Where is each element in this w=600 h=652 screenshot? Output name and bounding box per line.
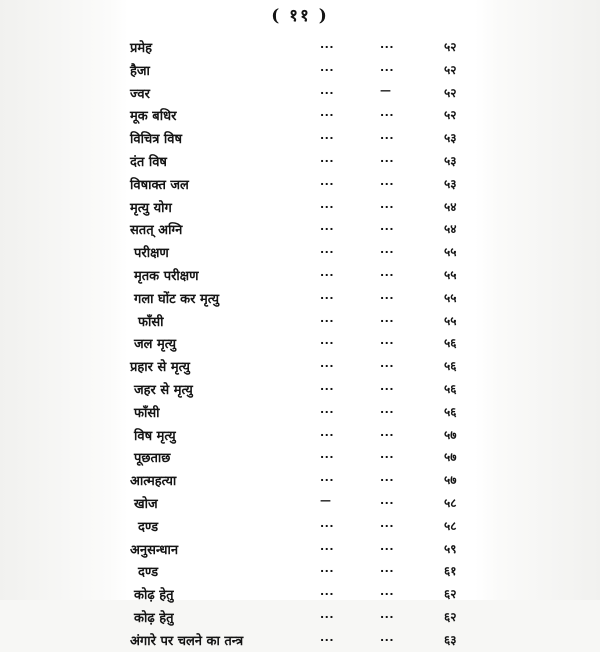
toc-entry-title: मृतक परीक्षण (134, 268, 199, 284)
toc-entry-title: हैजा (130, 63, 150, 79)
toc-entry (128, 355, 478, 378)
toc-leader-dots: ... (320, 425, 335, 439)
toc-entry-title: जहर से मृत्यु (134, 382, 193, 398)
toc-entry-title: विष मृत्यु (134, 428, 176, 444)
toc-leader-dots: ... (320, 402, 335, 416)
toc-entry-page-number: ५९ (444, 541, 457, 556)
toc-leader-dots: ... (380, 129, 395, 143)
toc-leader-dots: ... (380, 60, 395, 74)
toc-leader-dots: ... (380, 402, 395, 416)
toc-entry-title: विषाक्त जल (130, 177, 189, 193)
toc-entry-page-number: ५५ (444, 267, 457, 282)
toc-leader-dots: ... (380, 607, 395, 621)
toc-leader-dots: ... (320, 607, 335, 621)
toc-entry-title: गला घोंट कर मृत्यु (134, 291, 220, 307)
toc-entry-page-number: ५२ (444, 85, 457, 100)
toc-leader-dots: ... (380, 630, 395, 644)
toc-leader-dots: ... (380, 425, 395, 439)
toc-leader-dots: ... (380, 516, 395, 530)
toc-entry-page-number: ५६ (444, 359, 457, 374)
toc-leader-dots: ... (320, 630, 335, 644)
toc-entry-page-number: ५५ (444, 313, 457, 328)
toc-leader-dots: ... (380, 220, 395, 234)
toc-entry-page-number: ५२ (444, 108, 457, 123)
toc-entry-title: दण्ड (138, 565, 159, 581)
toc-leader-dots: ... (320, 174, 335, 188)
toc-entry (128, 332, 478, 355)
table-of-contents (128, 36, 478, 652)
toc-entry-page-number: ६३ (444, 632, 457, 647)
toc-entry-page-number: ५३ (444, 176, 457, 191)
page-margin-left (0, 0, 128, 600)
toc-leader-dots: — (320, 493, 332, 507)
toc-leader-dots: ... (320, 83, 335, 97)
toc-entry-title: दण्ड (138, 519, 159, 535)
toc-entry-page-number: ५६ (444, 336, 457, 351)
toc-leader-dots: ... (320, 516, 335, 530)
toc-leader-dots: ... (380, 379, 395, 393)
toc-entry-page-number: ५३ (444, 153, 457, 168)
page-margin-right (475, 0, 600, 600)
toc-entry-title: खोज (134, 496, 158, 512)
toc-entry (128, 401, 478, 424)
toc-leader-dots: ... (380, 288, 395, 302)
toc-entry (128, 538, 478, 561)
toc-entry (128, 82, 478, 105)
toc-entry-title: जल मृत्यु (134, 337, 177, 353)
toc-entry (128, 36, 478, 59)
toc-entry-page-number: ६२ (444, 587, 457, 602)
toc-entry (128, 59, 478, 82)
toc-entry (128, 127, 478, 150)
toc-leader-dots: ... (320, 265, 335, 279)
toc-entry-title: परीक्षण (134, 246, 169, 262)
toc-entry-page-number: ५२ (444, 62, 457, 77)
toc-entry (128, 492, 478, 515)
toc-entry (128, 196, 478, 219)
toc-entry-page-number: ५८ (444, 495, 457, 510)
toc-entry-page-number: ५६ (444, 381, 457, 396)
toc-entry (128, 446, 478, 469)
toc-leader-dots: ... (320, 448, 335, 462)
toc-entry-title: प्रहार से मृत्यु (130, 360, 190, 376)
toc-leader-dots: ... (320, 562, 335, 576)
toc-entry-page-number: ५३ (444, 131, 457, 146)
toc-entry (128, 378, 478, 401)
toc-entry (128, 310, 478, 333)
toc-entry (128, 469, 478, 492)
toc-entry-title: कोढ़ हेतु (134, 610, 174, 626)
toc-leader-dots: ... (320, 243, 335, 257)
toc-leader-dots: ... (320, 288, 335, 302)
toc-leader-dots: ... (380, 493, 395, 507)
toc-entry-page-number: ५६ (444, 404, 457, 419)
toc-leader-dots: ... (380, 243, 395, 257)
toc-entry-page-number: ५७ (444, 450, 457, 465)
toc-leader-dots: ... (380, 106, 395, 120)
toc-entry-title: विचित्र विष (130, 132, 183, 148)
toc-entry-page-number: ५४ (444, 222, 457, 237)
toc-entry (128, 629, 478, 652)
toc-entry-title: अनुसन्धान (130, 542, 179, 558)
toc-leader-dots: ... (320, 539, 335, 553)
toc-entry (128, 560, 478, 583)
toc-leader-dots: ... (320, 220, 335, 234)
toc-entry (128, 150, 478, 173)
toc-leader-dots: ... (380, 265, 395, 279)
toc-entry (128, 241, 478, 264)
toc-leader-dots: ... (380, 334, 395, 348)
toc-leader-dots: ... (380, 174, 395, 188)
toc-leader-dots: ... (380, 539, 395, 553)
toc-entry-page-number: ५५ (444, 245, 457, 260)
toc-entry-title: मृत्यु योग (130, 200, 172, 216)
toc-entry (128, 218, 478, 241)
toc-entry-title: ज्वर (130, 86, 150, 102)
toc-leader-dots: ... (320, 379, 335, 393)
toc-entry-title: कोढ़ हेतु (134, 588, 174, 604)
toc-leader-dots: ... (380, 357, 395, 371)
toc-leader-dots: ... (380, 197, 395, 211)
toc-leader-dots: ... (380, 471, 395, 485)
toc-leader-dots: ... (380, 38, 395, 51)
toc-entry-title: मूक बधिर (130, 109, 177, 125)
toc-leader-dots: ... (320, 129, 335, 143)
toc-leader-dots: ... (320, 471, 335, 485)
toc-entry (128, 515, 478, 538)
toc-entry (128, 173, 478, 196)
toc-entry (128, 606, 478, 629)
toc-leader-dots: ... (320, 60, 335, 74)
toc-entry-title: दंत विष (130, 154, 167, 170)
toc-entry (128, 583, 478, 606)
toc-entry-title: फाँसी (138, 314, 164, 330)
toc-entry-page-number: ५७ (444, 427, 457, 442)
toc-leader-dots: ... (380, 311, 395, 325)
toc-leader-dots: ... (320, 585, 335, 599)
toc-entry-page-number: ५२ (444, 40, 457, 54)
toc-entry (128, 264, 478, 287)
toc-entry-title: सतत् अग्नि (130, 223, 183, 239)
toc-entry-title: आत्महत्या (130, 474, 177, 490)
toc-entry-page-number: ५८ (444, 518, 457, 533)
toc-leader-dots: ... (320, 106, 335, 120)
toc-entry (128, 287, 478, 310)
toc-entry-title: प्रमेह (130, 41, 153, 56)
toc-entry-page-number: ६२ (444, 609, 457, 624)
toc-leader-dots: ... (320, 197, 335, 211)
toc-entry-title: पूछताछ (134, 451, 171, 467)
toc-entry-page-number: ५४ (444, 199, 457, 214)
toc-leader-dots: ... (380, 585, 395, 599)
toc-entry-title: अंगारे पर चलने का तन्त्र (130, 633, 244, 649)
toc-leader-dots: ... (320, 151, 335, 165)
toc-leader-dots: — (380, 83, 392, 97)
toc-leader-dots: ... (320, 357, 335, 371)
toc-entry-page-number: ५५ (444, 290, 457, 305)
toc-leader-dots: ... (380, 448, 395, 462)
toc-leader-dots: ... (320, 38, 335, 51)
toc-entry-page-number: ६१ (444, 564, 457, 579)
toc-entry-title: फाँसी (134, 405, 160, 421)
toc-leader-dots: ... (380, 151, 395, 165)
toc-entry (128, 424, 478, 447)
toc-leader-dots: ... (320, 311, 335, 325)
toc-entry (128, 104, 478, 127)
toc-entry-page-number: ५७ (444, 473, 457, 488)
toc-leader-dots: ... (380, 562, 395, 576)
toc-leader-dots: ... (320, 334, 335, 348)
page-number: ( ११ ) (271, 6, 329, 26)
